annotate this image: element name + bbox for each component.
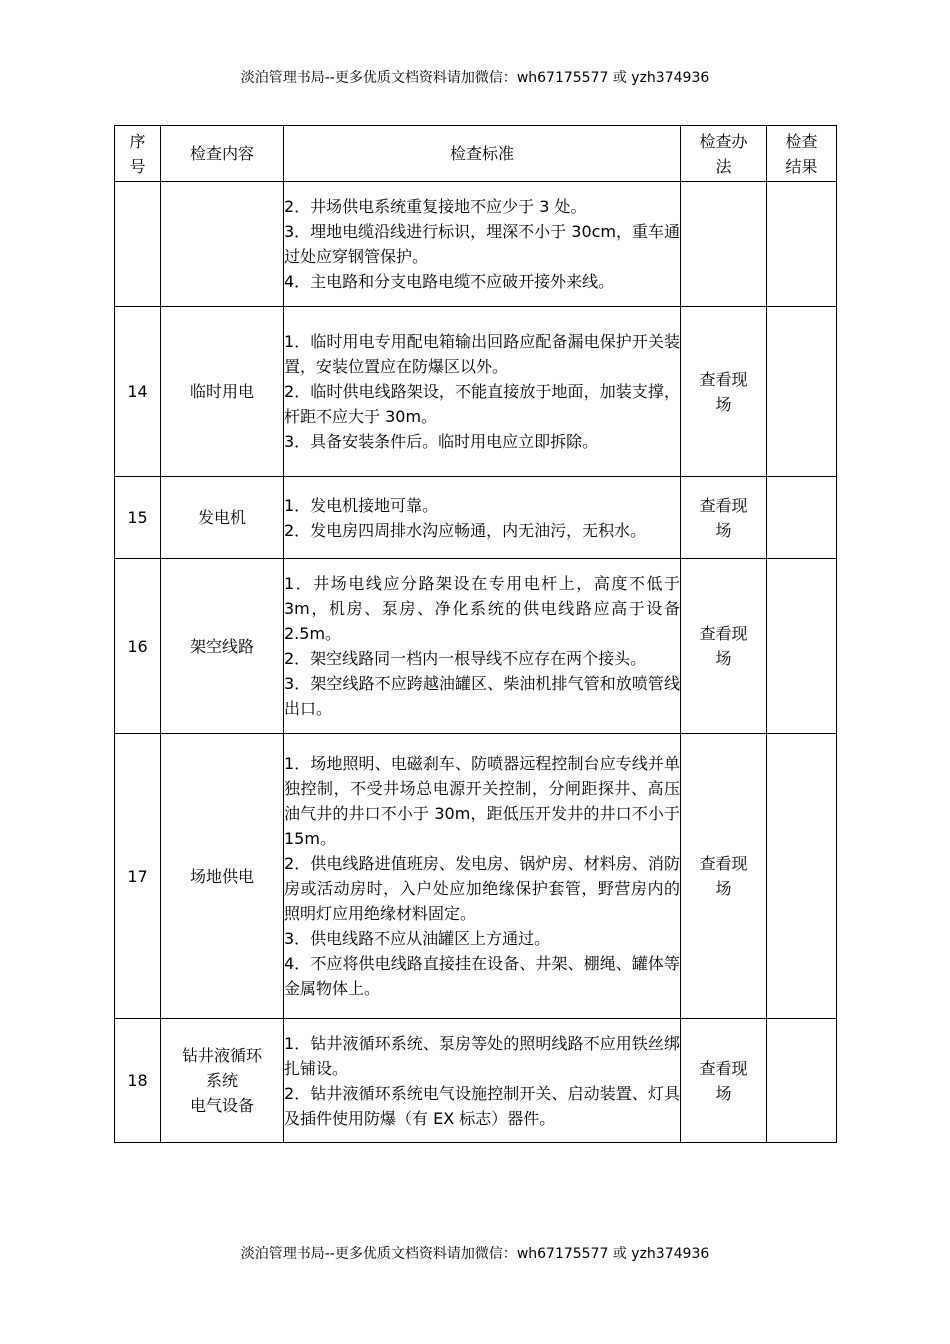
standard-clause: 4．不应将供电线路直接挂在设备、井架、棚绳、罐体等金属物体上。 xyxy=(284,954,680,998)
inspection-table xyxy=(114,125,837,1143)
standard-clause: 2．架空线路同一档内一根导线不应存在两个接头。 xyxy=(284,649,647,668)
table-row xyxy=(115,477,837,559)
standard-clause: 1．临时用电专用配电箱输出回路应配备漏电保护开关装置，安装位置应在防爆区以外。 xyxy=(284,332,680,376)
col-header-standard: 检查标准 xyxy=(284,126,681,182)
row-check-item: 钻井液循环 系统 电气设备 xyxy=(161,1019,284,1143)
standard-clause: 2．钻井液循环系统电气设施控制开关、启动装置、灯具及插件使用防爆（有 EX 标志）器件。 xyxy=(284,1083,680,1128)
table-header-row xyxy=(115,126,837,182)
standard-clause: 2．临时供电线路架设，不能直接放于地面，加装支撑，杆距不应大于 30m。 xyxy=(284,382,680,426)
row-check-method: 查看现 场 xyxy=(681,477,767,559)
col-header-item: 检查内容 xyxy=(161,126,284,182)
row-check-result xyxy=(767,559,837,734)
table-row xyxy=(115,1019,837,1143)
row-number: 18 xyxy=(115,1019,161,1143)
row-number xyxy=(115,182,161,307)
standard-clause: 3．具备安装条件后。临时用电应立即拆除。 xyxy=(284,432,599,451)
row-check-method: 查看现 场 xyxy=(681,1019,767,1143)
row-check-standard xyxy=(284,477,681,559)
row-check-standard xyxy=(284,182,681,307)
standard-clause: 1．钻井液循环系统、泵房等处的照明线路不应用铁丝绑扎铺设。 xyxy=(284,1033,680,1078)
row-check-item: 临时用电 xyxy=(161,307,284,477)
row-check-result xyxy=(767,307,837,477)
row-check-standard xyxy=(284,559,681,734)
standard-clause: 1．井场电线应分路架设在专用电杆上，高度不低于 3m，机房、泵房、净化系统的供电线路应高于设备 2.5m。 xyxy=(284,574,680,643)
standard-clause: 3．埋地电缆沿线进行标识，埋深不小于 30cm，重车通过处应穿钢管保护。 xyxy=(284,222,681,266)
table-row xyxy=(115,559,837,734)
standard-clause: 3．供电线路不应从油罐区上方通过。 xyxy=(284,929,551,948)
row-number: 16 xyxy=(115,559,161,734)
row-check-item: 架空线路 xyxy=(161,559,284,734)
row-check-item: 场地供电 xyxy=(161,734,284,1019)
row-check-standard xyxy=(284,1019,681,1143)
row-check-method: 查看现 场 xyxy=(681,734,767,1019)
col-header-result: 检查 结果 xyxy=(767,126,837,182)
row-check-standard xyxy=(284,307,681,477)
row-number: 17 xyxy=(115,734,161,1019)
table-row xyxy=(115,307,837,477)
col-header-method: 检查办 法 xyxy=(681,126,767,182)
standard-clause: 1．发电机接地可靠。 xyxy=(284,495,439,515)
standard-clause: 1．场地照明、电磁刹车、防喷器远程控制台应专线并单独控制，不受井场总电源开关控制，分闸距探井、高压油气井的井口不小于 30m，距低压开发井的井口不小于 15m。 xyxy=(284,754,680,848)
standard-clause: 2．供电线路进值班房、发电房、锅炉房、材料房、消防房或活动房时，入户处应加绝缘保护套管，野营房内的照明灯应用绝缘材料固定。 xyxy=(284,854,680,923)
row-number: 15 xyxy=(115,477,161,559)
row-check-method xyxy=(681,182,767,307)
table-row xyxy=(115,182,837,307)
row-check-item: 发电机 xyxy=(161,477,284,559)
row-check-standard xyxy=(284,734,681,1019)
row-check-result xyxy=(767,734,837,1019)
standard-clause: 4．主电路和分支电路电缆不应破开接外来线。 xyxy=(284,272,615,291)
row-number: 14 xyxy=(115,307,161,477)
row-check-result xyxy=(767,477,837,559)
col-header-no: 序 号 xyxy=(115,126,161,182)
standard-clause: 3．架空线路不应跨越油罐区、柴油机排气管和放喷管线出口。 xyxy=(284,674,680,718)
standard-clause: 2．发电房四周排水沟应畅通，内无油污，无积水。 xyxy=(284,520,647,540)
table-row xyxy=(115,734,837,1019)
row-check-result xyxy=(767,182,837,307)
page-footer: 淡泊管理书局--更多优质文档资料请加微信：wh67175577 或 yzh374936 xyxy=(240,1246,710,1262)
standard-clause: 2．井场供电系统重复接地不应少于 3 处。 xyxy=(284,197,587,216)
row-check-result xyxy=(767,1019,837,1143)
row-check-item xyxy=(161,182,284,307)
row-check-method: 查看现 场 xyxy=(681,307,767,477)
row-check-method: 查看现 场 xyxy=(681,559,767,734)
page-header: 淡泊管理书局--更多优质文档资料请加微信：wh67175577 或 yzh374936 xyxy=(240,70,710,86)
